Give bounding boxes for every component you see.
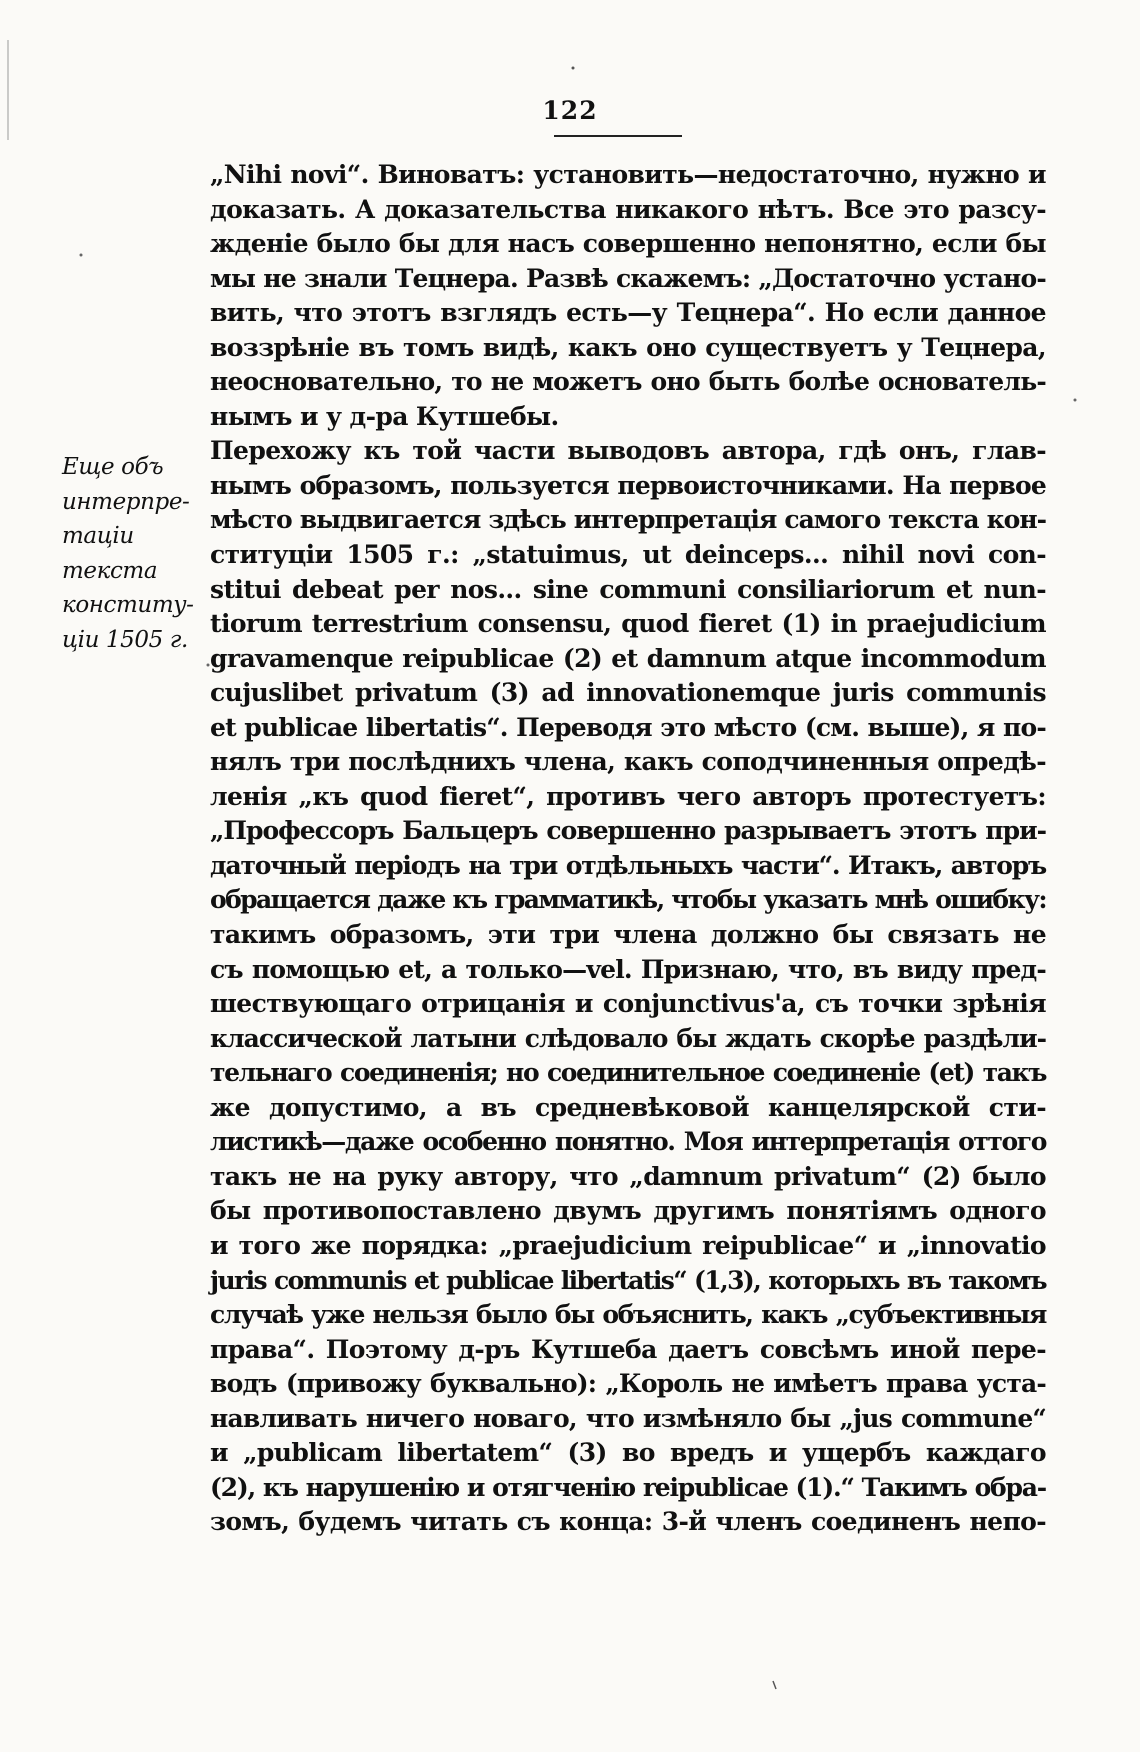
text-line: нялъ три послѣднихъ члена, какъ соподчиненныя опредѣ-: [210, 747, 1046, 777]
margin-note-line: текста: [62, 557, 158, 584]
text-line: водъ (привожу буквально): „Король не имѣетъ права уста-: [210, 1369, 1046, 1399]
text-line: даточный періодъ на три отдѣльныхъ части“. Итакъ, авторъ: [210, 850, 1046, 880]
text-line: cujuslibet privatum (3) ad innovationemque juris communis: [210, 678, 1046, 708]
text-line: навливать ничего новаго, что измѣняло бы „jus commune“: [210, 1403, 1046, 1433]
text-line: „Nihi novi“. Виноватъ: установить—недостаточно, нужно и: [210, 160, 1046, 189]
text-line: gravamenque reipublicae (2) et damnum atque incommodum: [210, 643, 1046, 673]
page-number-rule: [554, 135, 682, 137]
margin-note-line: таціи: [62, 523, 134, 550]
text-line: и „publicam libertatem“ (3) во вредъ и ущербъ каждаго: [210, 1438, 1046, 1468]
text-line: бы противопоставлено двумъ другимъ понятіямъ одного: [210, 1196, 1046, 1226]
text-line: неосновательно, то не можетъ оно быть болѣе основатель-: [210, 367, 1046, 397]
text-line: нымъ образомъ, пользуется первоисточниками. На первое: [210, 470, 1046, 500]
text-line: обращается даже къ грамматикѣ, чтобы указать мнѣ ошибку:: [210, 885, 1046, 915]
text-line: такимъ образомъ, эти три члена должно бы связать не: [210, 920, 1046, 950]
text-line: съ помощью et, а только—vel. Признаю, что, въ виду пред-: [210, 954, 1046, 984]
body-text: [210, 158, 1046, 1540]
text-line: ленія „къ quod fieret“, противъ чего авторъ протестуетъ:: [210, 781, 1046, 811]
text-line: классической латыни слѣдовало бы ждать скорѣе раздѣли-: [210, 1023, 1046, 1053]
text-line: доказать. А доказательства никакого нѣтъ. Все это разсу-: [210, 194, 1046, 224]
text-line: случаѣ уже нельзя было бы объяснить, какъ „субъективныя: [210, 1300, 1046, 1330]
text-line: и того же порядка: „praejudicium reipublicae“ и „innovatio: [210, 1230, 1046, 1260]
text-line: же допустимо, а въ средневѣковой канцелярской сти-: [210, 1092, 1046, 1122]
text-line: мы не знали Тецнера. Развѣ скажемъ: „Достаточно устано-: [210, 263, 1046, 293]
text-line: „Профессоръ Бальцеръ совершенно разрываетъ этотъ при-: [210, 816, 1046, 846]
text-line: ституціи 1505 г.: „statuimus, ut deinceps... nihil novi con-: [210, 540, 1046, 570]
page-number: 122: [542, 96, 598, 125]
text-line: tiorum terrestrium consensu, quod fieret (1) in praejudicium: [210, 609, 1046, 639]
text-line: нымъ и у д-ра Кутшебы.: [210, 401, 559, 431]
text-line: шествующаго отрицанія и conjunctivus'а, съ точки зрѣнія: [210, 989, 1046, 1019]
text-line: вить, что этотъ взглядъ есть—у Тецнера“. Но если данное: [210, 298, 1046, 328]
margin-note-line: ціи 1505 г.: [62, 626, 188, 653]
text-line: зомъ, будемъ читать съ конца: 3-й членъ соединенъ непо-: [210, 1507, 1046, 1537]
text-line: листикѣ—даже особенно понятно. Моя интерпретація оттого: [210, 1127, 1046, 1157]
margin-note-line: конститу-: [62, 592, 194, 619]
margin-note: [62, 450, 202, 657]
text-line: тельнаго соединенія; но соединительное соединеніе (et) такъ: [210, 1058, 1046, 1088]
text-line: мѣсто выдвигается здѣсь интерпретація самого текста кон-: [210, 505, 1046, 535]
text-line: stitui debeat per nos... sine communi consiliariorum et nun-: [210, 574, 1046, 604]
margin-note-line: Еще объ: [62, 454, 164, 480]
text-line: Перехожу къ той части выводовъ автора, гдѣ онъ, глав-: [210, 436, 1046, 466]
text-line: (2), къ нарушенію и отягченію reipublicae (1).“ Такимъ обра-: [210, 1472, 1046, 1502]
text-line: воззрѣніе въ томъ видѣ, какъ оно существуетъ у Тецнера,: [210, 332, 1046, 362]
margin-note-line: интерпре-: [62, 488, 190, 515]
text-line: права“. Поэтому д-ръ Кутшеба даетъ совсѣмъ иной пере-: [210, 1334, 1046, 1364]
text-line: жденіе было бы для насъ совершенно непонятно, если бы: [210, 229, 1046, 259]
text-line: такъ не на руку автору, что „damnum privatum“ (2) было: [210, 1161, 1046, 1191]
text-line: juris communis et publicae libertatis“ (1,3), которыхъ въ такомъ: [210, 1265, 1046, 1295]
text-line: et publicae libertatis“. Переводя это мѣсто (см. выше), я по-: [210, 712, 1046, 742]
